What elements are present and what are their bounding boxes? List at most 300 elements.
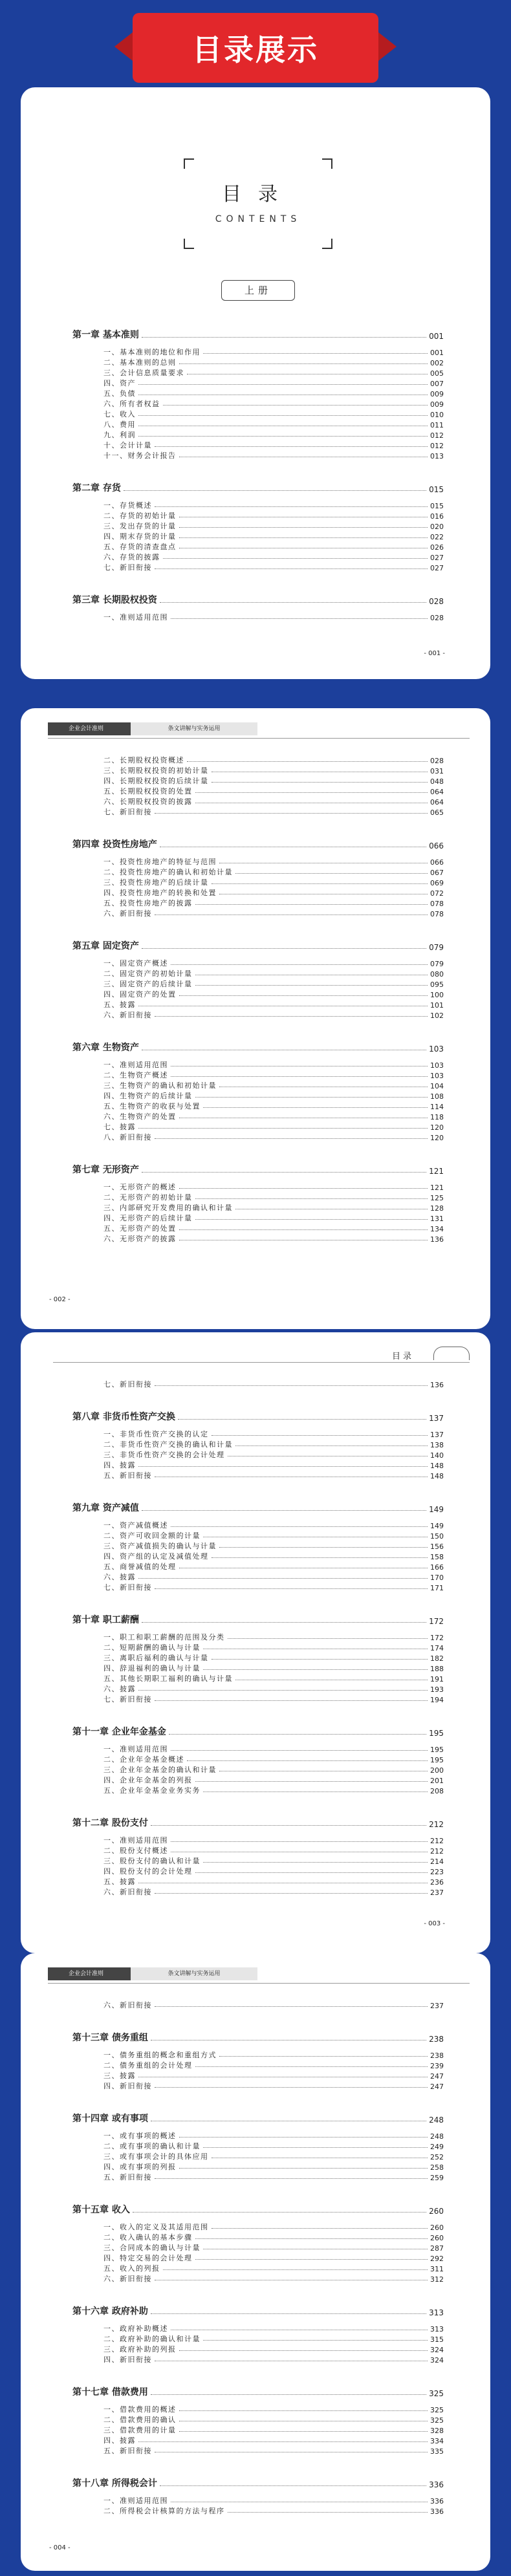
toc-section[interactable]: [72, 898, 444, 908]
dot-leader: [138, 384, 428, 385]
toc-section[interactable]: [72, 796, 444, 806]
toc-section[interactable]: [72, 1111, 444, 1121]
toc-chapter[interactable]: [72, 592, 444, 606]
toc-entries: [72, 2000, 444, 2516]
banner-title: [133, 13, 378, 83]
toc-entry-title: 四、期末存货的计量: [103, 532, 177, 541]
toc-section[interactable]: [72, 1213, 444, 1223]
toc-chapter[interactable]: [72, 1724, 444, 1738]
book-icon: [433, 1347, 470, 1360]
toc-section[interactable]: [72, 2253, 444, 2263]
toc-section[interactable]: [72, 2435, 444, 2445]
toc-chapter[interactable]: [72, 836, 444, 850]
running-head-left: 企业会计准则: [68, 726, 103, 732]
toc-page-4: [21, 1953, 490, 2571]
toc-section[interactable]: [72, 1561, 444, 1572]
toc-entry-page: 182: [430, 1654, 444, 1663]
toc-section[interactable]: [72, 775, 444, 786]
toc-entry-title: 二、基本准则的总则: [103, 358, 177, 367]
toc-entry-title: 四、披露: [103, 2436, 136, 2445]
toc-entry-page: 260: [429, 2207, 444, 2216]
toc-entry-page: 237: [430, 1889, 444, 1897]
toc-section[interactable]: [72, 786, 444, 796]
dot-leader: [212, 782, 428, 783]
dot-leader: [171, 1750, 428, 1751]
toc-entry-title: 三、企业年金基金的确认和计量: [103, 1766, 217, 1774]
toc-section[interactable]: [72, 1866, 444, 1876]
toc-entry-page: 100: [430, 991, 444, 999]
running-header: [68, 721, 444, 747]
dot-leader: [179, 1229, 428, 1230]
dot-leader: [138, 1466, 428, 1467]
toc-chapter[interactable]: [72, 1409, 444, 1423]
toc-entry-page: 239: [430, 2062, 444, 2070]
toc-section[interactable]: [72, 531, 444, 541]
toc-entry-page: 095: [430, 980, 444, 989]
toc-section[interactable]: [72, 1379, 444, 1389]
toc-entry-title: 二、收入确认的基本步骤: [103, 2233, 193, 2242]
toc-section[interactable]: [72, 1223, 444, 1233]
dot-leader: [179, 2168, 428, 2169]
toc-entry-page: 020: [430, 523, 444, 531]
toc-section[interactable]: [72, 1785, 444, 1795]
toc-entry-title: 第四章 投资性房地产: [72, 839, 157, 850]
toc-section[interactable]: [72, 2344, 444, 2354]
toc-section[interactable]: [72, 2333, 444, 2344]
toc-entry-page: 171: [430, 1584, 444, 1592]
dot-leader: [151, 1825, 426, 1826]
dot-leader: [212, 2228, 428, 2229]
toc-entry-page: 238: [430, 2051, 444, 2060]
toc-entry-page: 009: [430, 400, 444, 409]
toc-section[interactable]: [72, 440, 444, 450]
toc-entry-title: 二、所得税会计核算的方法与程序: [103, 2507, 225, 2515]
toc-section[interactable]: [72, 2060, 444, 2070]
toc-section[interactable]: [72, 1090, 444, 1101]
toc-entry-page: 212: [430, 1837, 444, 1845]
toc-entry-title: 第七章 无形资产: [72, 1165, 139, 1175]
toc-entry-title: 一、非货币性资产交换的认定: [103, 1430, 209, 1438]
toc-section[interactable]: [72, 1835, 444, 1845]
toc-section[interactable]: [72, 552, 444, 562]
toc-entry-title: 三、固定资产的后续计量: [103, 980, 193, 988]
toc-entry-page: 120: [430, 1123, 444, 1132]
toc-entry-title: 三、合同成本的确认与计量: [103, 2244, 201, 2252]
toc-section[interactable]: [72, 1887, 444, 1897]
running-head-left: 企业会计准则: [68, 1971, 103, 1977]
dot-leader: [179, 2350, 428, 2351]
toc-entry-page: 138: [430, 1441, 444, 1449]
dot-leader: [171, 1526, 428, 1527]
toc-section[interactable]: [72, 867, 444, 877]
toc-chapter[interactable]: [72, 2110, 444, 2125]
dot-leader: [142, 1622, 426, 1623]
toc-entry-title: 四、生物资产的后续计量: [103, 1092, 193, 1100]
dot-leader: [171, 1841, 428, 1842]
dot-leader: [195, 1219, 428, 1220]
dot-leader: [155, 506, 428, 507]
toc-section[interactable]: [72, 562, 444, 572]
toc-entry-page: 195: [430, 1756, 444, 1764]
toc-section[interactable]: [72, 958, 444, 968]
toc-entry-page: 312: [430, 2275, 444, 2284]
toc-section[interactable]: [72, 1775, 444, 1785]
toc-section[interactable]: [72, 2323, 444, 2333]
toc-section[interactable]: [72, 1121, 444, 1132]
toc-section[interactable]: [72, 429, 444, 440]
toc-section[interactable]: [72, 2000, 444, 2010]
toc-section[interactable]: [72, 2445, 444, 2456]
toc-section[interactable]: [72, 419, 444, 429]
toc-entry-title: 三、股份支付的确认和计量: [103, 1857, 201, 1865]
toc-entry-page: 172: [430, 1634, 444, 1642]
toc-entry-page: 140: [430, 1451, 444, 1460]
toc-entry-title: 十一、财务会计报告: [103, 451, 177, 460]
toc-entry-page: 156: [430, 1542, 444, 1551]
toc-entry-page: 166: [430, 1563, 444, 1572]
dot-leader: [195, 2238, 428, 2239]
toc-entry-page: 125: [430, 1194, 444, 1202]
toc-section[interactable]: [72, 500, 444, 510]
toc-section[interactable]: [72, 1652, 444, 1663]
toc-section[interactable]: [72, 2222, 444, 2232]
toc-entry-title: 四、披露: [103, 1461, 136, 1469]
toc-entries: [72, 755, 444, 1244]
toc-section[interactable]: [72, 1744, 444, 1754]
toc-section[interactable]: [72, 1080, 444, 1090]
toc-entry-page: 137: [429, 1414, 444, 1423]
toc-section[interactable]: [72, 378, 444, 388]
dot-leader: [195, 1198, 428, 1199]
dot-leader: [142, 337, 426, 338]
toc-section[interactable]: [72, 1856, 444, 1866]
toc-chapter[interactable]: [72, 1039, 444, 1054]
toc-entry-title: 五、长期股权投资的处置: [103, 787, 193, 796]
toc-section[interactable]: [72, 1632, 444, 1642]
toc-entry-page: 103: [430, 1072, 444, 1080]
toc-section[interactable]: [72, 1233, 444, 1244]
toc-section[interactable]: [72, 1202, 444, 1213]
running-head-odd: 目录: [392, 1352, 415, 1361]
toc-entry-page: 324: [430, 2346, 444, 2354]
toc-section[interactable]: [72, 1764, 444, 1775]
dot-leader: [203, 353, 428, 354]
toc-entry-title: 八、新旧衔接: [103, 1133, 152, 1142]
toc-section[interactable]: [72, 2242, 444, 2253]
toc-section[interactable]: [72, 755, 444, 765]
running-header: [72, 1345, 444, 1371]
dot-leader: [179, 537, 428, 538]
toc-entry-page: 313: [429, 2308, 444, 2317]
toc-section[interactable]: [72, 999, 444, 1010]
toc-chapter[interactable]: [72, 1612, 444, 1626]
toc-section[interactable]: [72, 2151, 444, 2161]
toc-section[interactable]: [72, 2172, 444, 2182]
dot-leader: [195, 792, 428, 793]
toc-section[interactable]: [72, 1439, 444, 1449]
dot-leader: [212, 1557, 428, 1558]
toc-entry-page: 223: [430, 1868, 444, 1876]
toc-section[interactable]: [72, 1582, 444, 1592]
toc-entry-title: 一、职工和职工薪酬的范围及分类: [103, 1633, 225, 1641]
toc-chapter[interactable]: [72, 2202, 444, 2216]
toc-section[interactable]: [72, 357, 444, 367]
toc-section[interactable]: [72, 612, 444, 622]
toc-entry-title: 六、新旧衔接: [103, 2001, 152, 2009]
dot-leader: [195, 1097, 428, 1098]
toc-section[interactable]: [72, 1132, 444, 1142]
toc-entry-title: 五、投资性房地产的披露: [103, 899, 193, 907]
toc-entry-page: 005: [430, 369, 444, 378]
toc-entry-page: 336: [430, 2507, 444, 2516]
toc-section[interactable]: [72, 877, 444, 887]
toc-entry-title: 一、准则适用范围: [103, 2496, 168, 2505]
toc-entry-page: 149: [429, 1505, 444, 1514]
toc-entry-page: 325: [430, 2416, 444, 2425]
toc-section[interactable]: [72, 2141, 444, 2151]
toc-entry-page: 208: [430, 1787, 444, 1795]
toc-section[interactable]: [72, 1673, 444, 1683]
toc-section[interactable]: [72, 1182, 444, 1192]
dot-leader: [155, 1700, 428, 1701]
dot-leader: [203, 1107, 428, 1108]
toc-section[interactable]: [72, 1192, 444, 1202]
toc-section[interactable]: [72, 887, 444, 898]
toc-entry-title: 五、负债: [103, 389, 136, 398]
toc-chapter[interactable]: [72, 2475, 444, 2489]
toc-entry-page: 131: [430, 1215, 444, 1223]
toc-entry-title: 五、新旧衔接: [103, 2173, 152, 2181]
toc-section[interactable]: [72, 1429, 444, 1439]
dot-leader: [203, 1862, 428, 1863]
dot-leader: [155, 568, 428, 569]
toc-entry-title: 一、固定资产概述: [103, 959, 168, 968]
toc-section[interactable]: [72, 450, 444, 460]
dot-leader: [124, 490, 426, 491]
toc-entry-page: 248: [430, 2132, 444, 2141]
toc-section[interactable]: [72, 388, 444, 398]
toc-entry-page: 325: [429, 2389, 444, 2398]
toc-entry-title: 三、非货币性资产交换的会计处理: [103, 1451, 225, 1459]
toc-section[interactable]: [72, 1551, 444, 1561]
toc-chapter[interactable]: [72, 938, 444, 952]
dot-leader: [187, 1760, 428, 1761]
toc-chapter[interactable]: [72, 480, 444, 494]
toc-entry-title: 四、固定资产的处置: [103, 990, 177, 999]
toc-section[interactable]: [72, 2130, 444, 2141]
toc-entry-title: 六、新旧衔接: [103, 1888, 152, 1896]
dot-leader: [203, 2340, 428, 2341]
dot-leader: [187, 761, 428, 762]
dot-leader: [228, 2512, 428, 2513]
toc-entry-page: 238: [429, 2035, 444, 2044]
toc-entry-title: 第十一章 企业年金基金: [72, 1727, 166, 1737]
toc-entry-title: 三、会计信息质量要求: [103, 369, 184, 377]
toc-section[interactable]: [72, 1449, 444, 1460]
toc-section[interactable]: [72, 806, 444, 817]
toc-entry-title: 二、政府补助的确认和计量: [103, 2335, 201, 2343]
dot-leader: [178, 1419, 426, 1420]
toc-section[interactable]: [72, 1876, 444, 1887]
toc-entry-page: 258: [430, 2163, 444, 2172]
toc-entry-page: 015: [430, 502, 444, 510]
dot-leader: [160, 602, 426, 603]
toc-chapter[interactable]: [72, 1815, 444, 1829]
toc-chapter[interactable]: [72, 2384, 444, 2398]
dot-leader: [163, 558, 428, 559]
toc-section[interactable]: [72, 2506, 444, 2516]
toc-section[interactable]: [72, 1070, 444, 1080]
toc-entry-page: 336: [429, 2480, 444, 2489]
toc-section[interactable]: [72, 765, 444, 775]
toc-section[interactable]: [72, 979, 444, 989]
toc-entry-page: 148: [430, 1462, 444, 1470]
toc-entry-title: 五、生物资产的收获与处置: [103, 1102, 201, 1110]
toc-entry-page: 121: [430, 1184, 444, 1192]
toc-section[interactable]: [72, 1460, 444, 1470]
dot-leader: [179, 527, 428, 528]
toc-entry-title: 一、资产减值概述: [103, 1521, 168, 1530]
toc-section[interactable]: [72, 2070, 444, 2081]
toc-section[interactable]: [72, 1663, 444, 1673]
toc-chapter[interactable]: [72, 1500, 444, 1514]
toc-entry-page: 212: [430, 1847, 444, 1856]
toc-section[interactable]: [72, 1694, 444, 1704]
toc-section[interactable]: [72, 2425, 444, 2435]
toc-section[interactable]: [72, 2414, 444, 2425]
toc-section[interactable]: [72, 2081, 444, 2091]
dot-leader: [235, 1445, 428, 1446]
dot-leader: [203, 1669, 428, 1670]
toc-entry-page: 214: [430, 1857, 444, 1866]
toc-entry-title: 三、离职后福利的确认与计量: [103, 1654, 209, 1662]
toc-section[interactable]: [72, 1845, 444, 1856]
toc-entry-page: 028: [429, 597, 444, 606]
banner-ribbon-left: [114, 32, 133, 61]
toc-entry-page: 108: [430, 1092, 444, 1101]
toc-entry-page: 010: [430, 411, 444, 419]
dot-leader: [142, 1172, 426, 1173]
toc-entry-page: 015: [429, 485, 444, 494]
toc-entry-title: 五、企业年金基金业务实务: [103, 1786, 201, 1795]
toc-section[interactable]: [72, 367, 444, 378]
toc-section[interactable]: [72, 2161, 444, 2172]
dot-leader: [195, 1781, 428, 1782]
toc-section[interactable]: [72, 1059, 444, 1070]
toc-entry-title: 五、新旧衔接: [103, 2447, 152, 2455]
toc-section[interactable]: [72, 409, 444, 419]
toc-entry-title: 三、借款费用的计量: [103, 2426, 177, 2434]
toc-section[interactable]: [72, 908, 444, 918]
toc-section[interactable]: [72, 398, 444, 409]
toc-entry-title: 七、新旧衔接: [103, 808, 152, 816]
dot-leader: [195, 2259, 428, 2260]
toc-section[interactable]: [72, 2495, 444, 2506]
toc-entry-title: 四、或有事项的列报: [103, 2163, 177, 2171]
toc-section[interactable]: [72, 1101, 444, 1111]
toc-section[interactable]: [72, 1530, 444, 1541]
banner-text: 目录展示: [192, 32, 319, 67]
dot-leader: [171, 1076, 428, 1077]
toc-entry-page: 079: [430, 960, 444, 968]
toc-entry-page: 078: [430, 900, 444, 908]
toc-section[interactable]: [72, 2404, 444, 2414]
toc-section[interactable]: [72, 1642, 444, 1652]
dot-leader: [179, 2410, 428, 2411]
toc-section[interactable]: [72, 1541, 444, 1551]
toc-entry-page: 136: [430, 1381, 444, 1389]
toc-section[interactable]: [72, 1010, 444, 1020]
toc-section[interactable]: [72, 2232, 444, 2242]
toc-entry-page: 007: [430, 380, 444, 388]
toc-entry-title: 一、收入的定义及其适用范围: [103, 2223, 209, 2231]
dot-leader: [155, 1016, 428, 1017]
toc-entry-title: 五、新旧衔接: [103, 1471, 152, 1480]
dot-leader: [195, 904, 428, 905]
toc-entry-title: 六、新旧衔接: [103, 909, 152, 918]
toc-section[interactable]: [72, 2050, 444, 2060]
toc-section[interactable]: [72, 521, 444, 531]
toc-chapter[interactable]: [72, 2303, 444, 2317]
toc-chapter[interactable]: [72, 327, 444, 341]
toc-entry-title: 四、新旧衔接: [103, 2082, 152, 2090]
toc-entry-page: 101: [430, 1001, 444, 1010]
toc-entry-page: 315: [430, 2335, 444, 2344]
toc-section[interactable]: [72, 510, 444, 521]
toc-section[interactable]: [72, 1754, 444, 1764]
toc-section[interactable]: [72, 968, 444, 979]
toc-section[interactable]: [72, 1572, 444, 1582]
toc-entry-title: 三、或有事项会计的具体应用: [103, 2152, 209, 2161]
toc-entry-title: 十、会计计量: [103, 441, 152, 449]
toc-entry-title: 一、准则适用范围: [103, 1836, 168, 1845]
toc-entry-title: 三、内部研究开发费用的确认和计量: [103, 1204, 233, 1212]
toc-entry-page: 078: [430, 910, 444, 918]
toc-section[interactable]: [72, 2354, 444, 2365]
toc-entry-title: 一、准则适用范围: [103, 613, 168, 622]
toc-entry-page: 148: [430, 1472, 444, 1480]
toc-section[interactable]: [72, 856, 444, 867]
toc-section[interactable]: [72, 2273, 444, 2284]
toc-entry-title: 二、或有事项的确认和计量: [103, 2142, 201, 2150]
toc-section[interactable]: [72, 1520, 444, 1530]
toc-chapter[interactable]: [72, 2029, 444, 2044]
toc-section[interactable]: [72, 1470, 444, 1480]
toc-entry-page: 311: [430, 2265, 444, 2273]
toc-entry-page: 334: [430, 2437, 444, 2445]
toc-entry-title: 三、投资性房地产的后续计量: [103, 878, 209, 887]
toc-entry-title: 一、无形资产的概述: [103, 1183, 177, 1191]
toc-entry-title: 六、披露: [103, 1685, 136, 1693]
toc-entry-page: 174: [430, 1644, 444, 1652]
toc-section[interactable]: [72, 347, 444, 357]
toc-chapter[interactable]: [72, 1162, 444, 1176]
toc-entry-title: 五、披露: [103, 1001, 136, 1009]
toc-entry-title: 二、借款费用的确认: [103, 2416, 177, 2424]
volume-label: 上册: [221, 280, 295, 301]
toc-entry-page: 065: [430, 808, 444, 817]
toc-section[interactable]: [72, 1683, 444, 1694]
toc-entry-title: 二、资产可收回金额的计量: [103, 1532, 201, 1540]
toc-title-frame: [184, 158, 332, 249]
toc-section[interactable]: [72, 989, 444, 999]
dot-leader: [155, 1385, 428, 1386]
toc-section[interactable]: [72, 2263, 444, 2273]
toc-entry-page: 072: [430, 889, 444, 898]
toc-entry-page: 259: [430, 2174, 444, 2182]
toc-entry-title: 三、披露: [103, 2072, 136, 2080]
toc-section[interactable]: [72, 541, 444, 552]
